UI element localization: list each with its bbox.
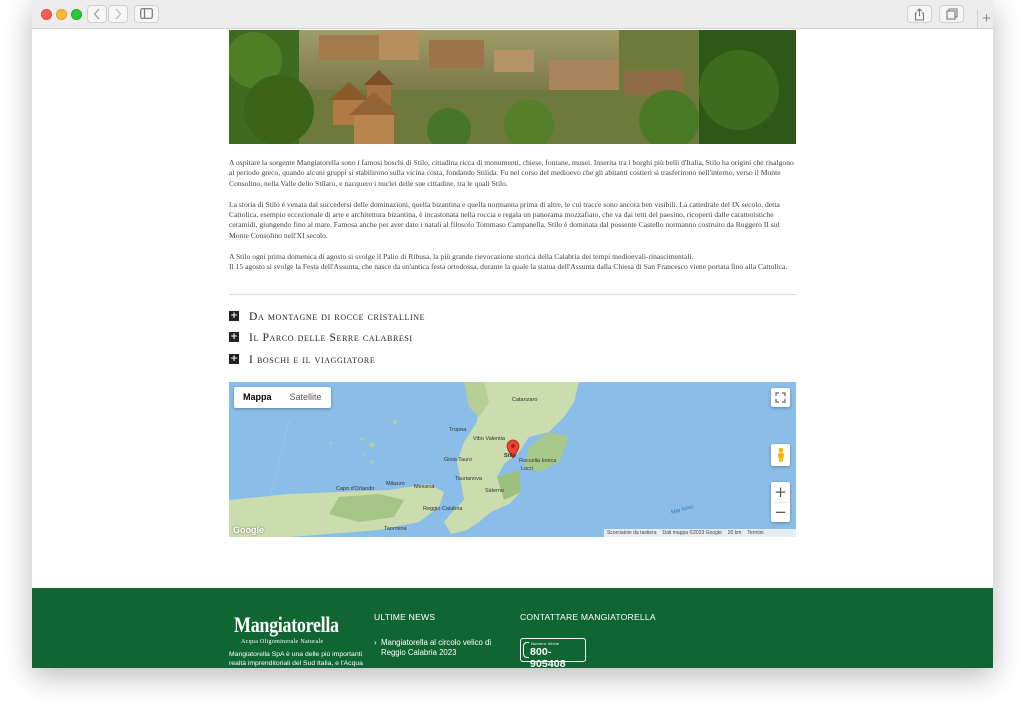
expand-icon: + bbox=[230, 332, 238, 342]
article-body bbox=[229, 158, 796, 283]
sidebar-icon bbox=[140, 8, 153, 19]
map-place-label: Gioia Tauro bbox=[444, 457, 473, 463]
pegman-icon bbox=[776, 447, 786, 463]
stilo-village-photo bbox=[229, 30, 796, 144]
minimize-window-button[interactable] bbox=[56, 9, 67, 20]
street-view-pegman-button[interactable] bbox=[771, 444, 790, 466]
map-place-label: Messina bbox=[414, 484, 435, 490]
accordion-item-parco[interactable] bbox=[229, 329, 413, 345]
expand-icon: + bbox=[230, 311, 238, 321]
forward-button[interactable] bbox=[108, 5, 128, 23]
map-place-label: Reggio Calabria bbox=[423, 506, 463, 512]
browser-titlebar bbox=[32, 0, 993, 29]
contact-heading: CONTATTARE MANGIATORELLA bbox=[520, 612, 656, 622]
back-button[interactable] bbox=[87, 5, 107, 23]
map-data-credit: Dati mappa ©2023 Google bbox=[662, 530, 722, 536]
news-heading: ULTIME NEWS bbox=[374, 612, 436, 622]
site-footer bbox=[32, 588, 993, 668]
google-logo: Google bbox=[233, 525, 264, 535]
google-map[interactable] bbox=[229, 382, 796, 537]
article-paragraph-2: La storia di Stilo è venata dal succedersi delle dominazioni, quella bizantina e quella normanna prima di altre, le cui tracce sono ancora ben visibili. La cattedrale del IX secolo, detta Cattolica, esempio eccezionale di arte e architettura bizantina, è incastonata nella roccia e regala un panorama mozzafiato, che va dai tetti del paesino, ricoperti dalle caratteristiche ceramidi, giungendo fino al mare. Famosa anche per aver dato i natali al filosofo Tommaso Campanella, Stilo è dominata dal possente Castello normanno costruito da Ruggero II sul Monte Consolino nell'XI secolo. bbox=[229, 199, 780, 240]
toll-free-label: Numero Verde bbox=[531, 641, 560, 646]
map-place-label: Stilo bbox=[504, 453, 516, 459]
share-icon bbox=[914, 8, 925, 21]
company-description: Mangiatorella SpA è una delle più importanti realtà imprenditoriali del Sud Italia, e l'Acqua bbox=[229, 651, 363, 667]
map-place-label: Capo d'Orlando bbox=[336, 486, 375, 492]
close-window-button[interactable] bbox=[41, 9, 52, 20]
new-tab-button[interactable]: + bbox=[977, 10, 993, 28]
mangiatorella-logo[interactable] bbox=[234, 612, 346, 645]
map-place-label: Locri bbox=[521, 466, 533, 472]
article-paragraph-3-line-2: Il 15 agosto si svolge la Festa dell'Assunta, che nasce da un'antica festa ortodossa, durante la quale la statua dell'Assunta dalla Chiesa di San Francesco viene portata fino alla Cattolica. bbox=[229, 262, 788, 272]
accordion-label: Il Parco delle Serre calabresi bbox=[249, 330, 413, 344]
news-link[interactable] bbox=[374, 638, 504, 658]
map-sea-label: Mar Ionio bbox=[670, 504, 695, 516]
keyboard-shortcuts-link[interactable]: Scorciatoie da tastiera bbox=[607, 530, 657, 536]
tab-overview-button[interactable] bbox=[939, 5, 964, 23]
article-paragraph-3 bbox=[229, 252, 796, 273]
terms-link[interactable]: Termini bbox=[747, 530, 764, 536]
map-type-control bbox=[234, 387, 331, 408]
zoom-out-button[interactable]: − bbox=[774, 503, 787, 521]
map-place-label: Tropea bbox=[449, 427, 467, 433]
logo-tagline: Acqua Oligominerale Naturale bbox=[241, 639, 324, 645]
zoom-window-button[interactable] bbox=[71, 9, 82, 20]
phone-icon bbox=[523, 642, 529, 658]
toll-free-badge[interactable] bbox=[520, 638, 586, 668]
article-paragraph-3-line-1: A Stilo ogni prima domenica di agosto si svolge il Palio di Ribusa, la più grande rievocazione storica della Calabria dei tempi medioevali-rinascimentali. bbox=[229, 251, 694, 261]
section-divider bbox=[229, 294, 796, 295]
share-button[interactable] bbox=[907, 5, 932, 23]
chevron-right-icon bbox=[114, 8, 122, 20]
map-place-label: Siderno bbox=[485, 488, 504, 494]
fullscreen-icon bbox=[775, 392, 786, 403]
tab-satellite[interactable]: Satellite bbox=[289, 392, 322, 402]
sidebar-toggle-button[interactable] bbox=[134, 5, 159, 23]
article-paragraph-1: A ospitare la sorgente Mangiatorella sono i famosi boschi di Stilo, cittadina ricca di monumenti, chiese, fontane, musei. Inserita tra i borghi più belli d'Italia, Stilo ha origini che risalgono al periodo greco, quando alcuni gruppi si stabilirono sulla vicina costa, fondando Stilida. Fu nel corso del medioevo che gli abitanti costieri si trasferirono nell'interno, verso il Monte Consolino, nella Valle dello Stilaro, e nacquero i nuclei delle sue cittadine, tra le quali Stilo. bbox=[229, 158, 794, 188]
map-place-label: Roccella Ionica bbox=[519, 458, 557, 464]
logo-wordmark: Mangiatorella bbox=[234, 612, 339, 637]
accordion-item-montagne[interactable] bbox=[229, 308, 425, 324]
zoom-in-button[interactable]: + bbox=[774, 483, 787, 501]
zoom-control bbox=[771, 482, 790, 522]
tab-map[interactable]: Mappa bbox=[243, 392, 272, 402]
fullscreen-button[interactable] bbox=[771, 388, 790, 407]
accordion-label: I boschi e il viaggiatore bbox=[249, 352, 376, 366]
expand-icon: + bbox=[230, 354, 238, 364]
map-scale: 20 km bbox=[727, 530, 742, 536]
chevron-right-icon: › bbox=[374, 638, 377, 647]
map-place-label: Taormina bbox=[384, 526, 407, 532]
map-place-label: Milazzo bbox=[386, 481, 405, 487]
phone-number: 800-905408 bbox=[530, 646, 566, 668]
chevron-left-icon bbox=[93, 8, 101, 20]
tabs-icon bbox=[946, 8, 958, 20]
map-place-label: Catanzaro bbox=[512, 397, 538, 403]
map-place-label: Vibo Valentia bbox=[473, 436, 505, 442]
accordion-item-boschi[interactable] bbox=[229, 351, 375, 367]
page-content bbox=[32, 30, 993, 668]
stilo-hero-image bbox=[229, 30, 796, 144]
map-place-label: Taurianova bbox=[455, 476, 482, 482]
browser-window bbox=[32, 0, 993, 668]
news-link-label: Mangiatorella al circolo velico di Reggio Calabria 2023 bbox=[381, 638, 492, 657]
accordion-label: Da montagne di rocce cristalline bbox=[249, 309, 426, 323]
map-attribution-bar bbox=[604, 529, 796, 537]
